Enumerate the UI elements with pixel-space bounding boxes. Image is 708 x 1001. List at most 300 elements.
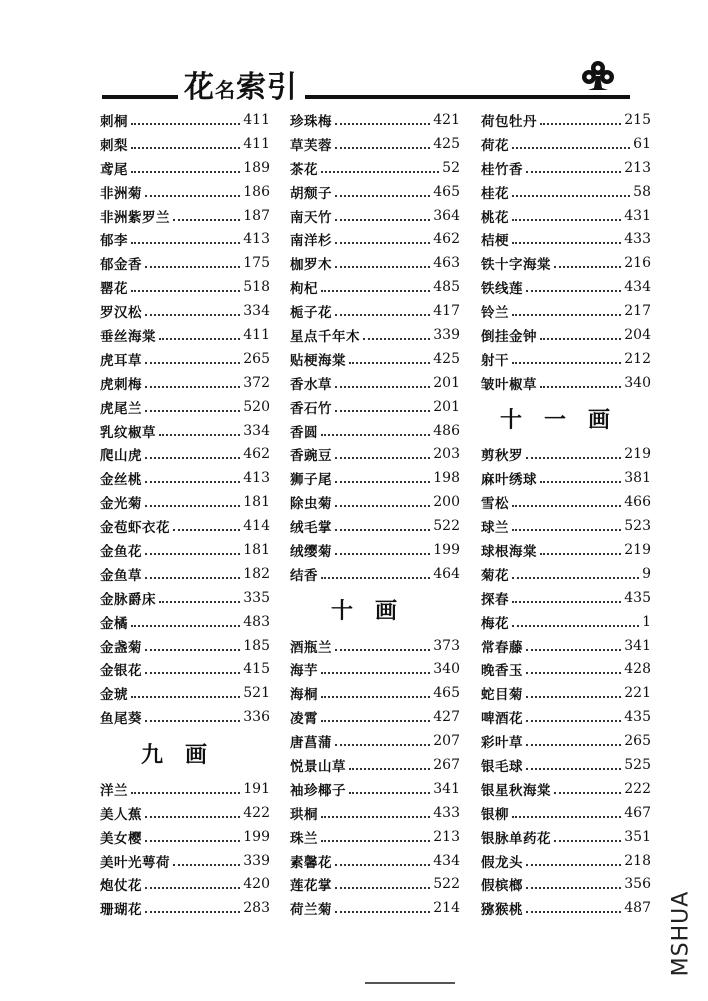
index-entry [290, 108, 460, 132]
entry-name: 珊瑚花 [100, 902, 142, 919]
entry-page: 518 [243, 279, 270, 296]
entry-name: 剪秋罗 [481, 448, 523, 465]
index-entry [100, 466, 270, 490]
entry-name: 皱叶椒草 [481, 376, 537, 393]
dot-leader [335, 887, 430, 889]
entry-name: 射干 [481, 352, 509, 369]
title-small: 名 [215, 78, 236, 102]
entry-page: 483 [243, 613, 270, 630]
entry-name: 银毛球 [481, 759, 523, 775]
entry-page: 222 [624, 780, 651, 797]
entry-page: 351 [624, 828, 651, 845]
entry-name: 桔梗 [481, 233, 509, 250]
index-entry [100, 419, 270, 443]
entry-page: 462 [433, 231, 460, 248]
entry-page: 373 [433, 637, 460, 654]
entry-page: 52 [442, 159, 460, 176]
entry-name: 虎刺梅 [100, 376, 142, 393]
index-entry [100, 896, 270, 920]
dot-leader [526, 864, 621, 866]
index-entry [481, 610, 651, 634]
entry-name: 铁线莲 [481, 281, 523, 298]
entry-name: 刺桐 [100, 113, 128, 130]
entry-page: 199 [243, 828, 270, 845]
dot-leader [145, 195, 240, 197]
dot-leader [145, 672, 240, 674]
entry-page: 434 [433, 852, 460, 869]
dot-leader [321, 434, 430, 436]
index-entry [481, 705, 651, 729]
entry-page: 185 [243, 637, 270, 654]
dot-leader [335, 529, 430, 531]
entry-page: 207 [433, 733, 460, 750]
dot-leader [349, 362, 430, 364]
index-entry [290, 753, 460, 777]
dot-leader [145, 505, 240, 507]
dot-leader [321, 696, 430, 698]
entry-name: 莲花掌 [290, 878, 332, 895]
entry-page: 187 [243, 207, 270, 224]
index-entry [481, 801, 651, 825]
index-entry [481, 323, 651, 347]
title-main: 花 [184, 70, 215, 105]
dot-leader [145, 816, 240, 818]
entry-page: 201 [433, 398, 460, 415]
dot-leader [335, 123, 430, 125]
dot-leader [145, 887, 240, 889]
dot-leader [526, 672, 621, 674]
entry-name: 唐菖蒲 [290, 735, 332, 752]
entry-name: 绒毛掌 [290, 520, 332, 537]
index-header [100, 58, 640, 104]
entry-page: 341 [433, 780, 460, 797]
index-entry [290, 562, 460, 586]
entry-page: 221 [624, 685, 651, 702]
entry-name: 金苞虾衣花 [100, 520, 170, 537]
entry-page: 265 [243, 350, 270, 367]
entry-name: 栀子花 [290, 305, 332, 322]
dot-leader [335, 744, 430, 746]
index-entry [481, 371, 651, 395]
entry-page: 417 [433, 303, 460, 320]
entry-page: 425 [433, 350, 460, 367]
entry-name: 草芙蓉 [290, 137, 332, 154]
dot-leader [321, 816, 430, 818]
index-entry [481, 108, 651, 132]
entry-name: 荷兰菊 [290, 902, 332, 919]
index-entry [100, 825, 270, 849]
entry-page: 523 [624, 518, 651, 535]
dot-leader [512, 816, 621, 818]
entry-page: 335 [243, 589, 270, 606]
dot-leader [512, 601, 621, 603]
index-entry [290, 777, 460, 801]
entry-page: 334 [243, 303, 270, 320]
entry-name: 金橘 [100, 615, 128, 632]
entry-name: 探春 [481, 591, 509, 608]
index-entry [100, 275, 270, 299]
dot-leader [335, 219, 430, 221]
entry-name: 麻叶绣球 [481, 472, 537, 489]
index-entry [100, 610, 270, 634]
entry-name: 球兰 [481, 520, 509, 537]
dot-leader [159, 338, 240, 340]
entry-name: 爬山虎 [100, 448, 142, 465]
index-entry [100, 156, 270, 180]
dot-leader [145, 410, 240, 412]
entry-name: 非洲紫罗兰 [100, 209, 170, 226]
index-entry [481, 490, 651, 514]
dot-leader [512, 529, 621, 531]
index-entry [481, 538, 651, 562]
entry-page: 413 [243, 470, 270, 487]
entry-name: 枸杞 [290, 281, 318, 298]
entry-name: 铃兰 [481, 305, 509, 322]
dot-leader [349, 768, 430, 770]
index-entry [290, 251, 460, 275]
entry-page: 283 [243, 900, 270, 917]
index-entry [290, 490, 460, 514]
index-entry [481, 466, 651, 490]
entry-page: 219 [624, 541, 651, 558]
dot-leader [321, 171, 439, 173]
dot-leader [540, 386, 621, 388]
dot-leader [512, 195, 630, 197]
index-entry [100, 538, 270, 562]
index-entry [481, 825, 651, 849]
entry-page: 485 [433, 279, 460, 296]
dot-leader [526, 911, 621, 913]
index-entry [100, 371, 270, 395]
entry-page: 434 [624, 279, 651, 296]
dot-leader [335, 410, 430, 412]
watermark: MSHUA [668, 890, 694, 977]
dot-leader [131, 792, 240, 794]
index-entry [100, 873, 270, 897]
dot-leader [321, 720, 430, 722]
entry-name: 罗汉松 [100, 305, 142, 322]
entry-name: 梅花 [481, 615, 509, 632]
entry-name: 郁金香 [100, 257, 142, 274]
entry-name: 荷花 [481, 137, 509, 154]
index-entry [481, 442, 651, 466]
index-entry [481, 347, 651, 371]
entry-page: 464 [433, 565, 460, 582]
entry-page: 522 [433, 518, 460, 535]
entry-page: 61 [633, 135, 651, 152]
dot-leader [540, 123, 621, 125]
dot-leader [526, 768, 621, 770]
entry-name: 美女樱 [100, 830, 142, 847]
index-entry [481, 227, 651, 251]
entry-name: 星点千年木 [290, 328, 360, 345]
entry-name: 假龙头 [481, 854, 523, 871]
entry-page: 204 [624, 326, 651, 343]
dot-leader [145, 577, 240, 579]
index-entry [100, 251, 270, 275]
entry-page: 265 [624, 733, 651, 750]
dot-leader [131, 171, 240, 173]
dot-leader [145, 481, 240, 483]
entry-name: 金鱼花 [100, 543, 142, 560]
dot-leader [335, 649, 430, 651]
entry-page: 422 [243, 804, 270, 821]
entry-name: 铁十字海棠 [481, 257, 551, 274]
index-entry [481, 849, 651, 873]
index-entry [290, 801, 460, 825]
dot-leader [145, 457, 240, 459]
entry-name: 金鱼草 [100, 567, 142, 584]
index-entry [481, 873, 651, 897]
dot-leader [145, 362, 240, 364]
dot-leader [512, 242, 621, 244]
entry-page: 522 [433, 876, 460, 893]
dot-leader [512, 625, 639, 627]
index-entry [100, 681, 270, 705]
dot-leader [335, 386, 430, 388]
dot-leader [526, 887, 621, 889]
entry-name: 金光菊 [100, 496, 142, 513]
section-heading: 十一画 [499, 407, 632, 434]
header-rule-left [102, 95, 178, 99]
dot-leader [363, 338, 430, 340]
index-column-3 [481, 108, 651, 920]
dot-leader [131, 147, 240, 149]
header-rule-right [305, 95, 630, 99]
entry-name: 胡颓子 [290, 185, 332, 202]
dot-leader [526, 744, 621, 746]
entry-name: 荷包牡丹 [481, 113, 537, 130]
dot-leader [131, 696, 240, 698]
entry-name: 珙桐 [290, 806, 318, 823]
index-entry [100, 299, 270, 323]
entry-name: 球根海棠 [481, 543, 537, 560]
entry-page: 339 [433, 326, 460, 343]
index-entry [290, 419, 460, 443]
entry-name: 蛇目菊 [481, 687, 523, 704]
footer-rule [365, 982, 455, 990]
entry-name: 除虫菊 [290, 496, 332, 513]
entry-name: 罂花 [100, 281, 128, 298]
dot-leader [145, 911, 240, 913]
dot-leader [159, 601, 240, 603]
entry-name: 晚香玉 [481, 663, 523, 680]
entry-page: 520 [243, 398, 270, 415]
entry-name: 炮仗花 [100, 878, 142, 895]
entry-name: 银脉单药花 [481, 830, 551, 847]
entry-name: 枷罗木 [290, 257, 332, 274]
index-entry [481, 132, 651, 156]
dot-leader [173, 219, 240, 221]
entry-page: 372 [243, 374, 270, 391]
index-entry [290, 275, 460, 299]
entry-name: 鱼尾葵 [100, 711, 142, 728]
entry-page: 433 [624, 231, 651, 248]
entry-page: 411 [243, 135, 270, 152]
entry-page: 413 [243, 231, 270, 248]
entry-page: 9 [642, 565, 651, 582]
dot-leader [512, 362, 621, 364]
entry-page: 340 [624, 374, 651, 391]
entry-name: 南天竹 [290, 209, 332, 226]
index-entry [100, 514, 270, 538]
index-entry [481, 275, 651, 299]
entry-page: 487 [624, 900, 651, 917]
entry-name: 素馨花 [290, 854, 332, 871]
entry-name: 桂花 [481, 185, 509, 202]
entry-page: 336 [243, 709, 270, 726]
entry-name: 香豌豆 [290, 448, 332, 465]
entry-name: 鸢尾 [100, 161, 128, 178]
index-entry [481, 681, 651, 705]
index-entry [100, 227, 270, 251]
dot-leader [526, 696, 621, 698]
index-column-2 [290, 108, 460, 920]
entry-page: 218 [624, 852, 651, 869]
entry-page: 181 [243, 494, 270, 511]
entry-page: 421 [433, 111, 460, 128]
dot-leader [321, 577, 430, 579]
entry-page: 199 [433, 541, 460, 558]
entry-name: 银星秋海棠 [481, 782, 551, 799]
index-entry [481, 562, 651, 586]
entry-name: 乳纹椒草 [100, 424, 156, 441]
dot-leader [335, 864, 430, 866]
index-entry [100, 705, 270, 729]
index-entry [290, 681, 460, 705]
dot-leader [335, 242, 430, 244]
entry-page: 486 [433, 422, 460, 439]
entry-page: 58 [633, 183, 651, 200]
index-entry [100, 801, 270, 825]
entry-name: 洋兰 [100, 782, 128, 799]
entry-page: 465 [433, 685, 460, 702]
entry-page: 340 [433, 661, 460, 678]
dot-leader [145, 386, 240, 388]
index-entry [100, 586, 270, 610]
dot-leader [554, 840, 621, 842]
entry-page: 212 [624, 350, 651, 367]
entry-page: 381 [624, 470, 651, 487]
entry-page: 219 [624, 446, 651, 463]
index-entry [100, 395, 270, 419]
entry-page: 364 [433, 207, 460, 224]
entry-name: 非洲菊 [100, 185, 142, 202]
entry-page: 213 [624, 159, 651, 176]
entry-page: 428 [624, 661, 651, 678]
entry-page: 267 [433, 757, 460, 773]
entry-name: 银柳 [481, 806, 509, 823]
index-entry [290, 849, 460, 873]
entry-name: 金脉爵床 [100, 591, 156, 608]
title-rest: 索引 [236, 70, 298, 105]
index-entry [100, 347, 270, 371]
dot-leader [321, 672, 430, 674]
index-entry [100, 132, 270, 156]
dot-leader [131, 625, 240, 627]
dot-leader [335, 195, 430, 197]
entry-page: 411 [243, 111, 270, 128]
index-entry [100, 849, 270, 873]
dot-leader [335, 911, 430, 913]
dot-leader [321, 840, 430, 842]
dot-leader [526, 290, 621, 292]
entry-name: 倒挂金钟 [481, 328, 537, 345]
index-entry [290, 729, 460, 753]
entry-name: 桃花 [481, 209, 509, 226]
dot-leader [540, 481, 621, 483]
index-entry [100, 108, 270, 132]
entry-name: 凌霄 [290, 711, 318, 728]
entry-page: 463 [433, 255, 460, 272]
dot-leader [145, 840, 240, 842]
dot-leader [335, 314, 430, 316]
index-entry [100, 323, 270, 347]
entry-page: 435 [624, 709, 651, 726]
entry-page: 214 [433, 900, 460, 917]
entry-page: 431 [624, 207, 651, 224]
entry-page: 339 [243, 852, 270, 869]
index-entry [290, 658, 460, 682]
entry-page: 203 [433, 446, 460, 463]
dot-leader [526, 171, 621, 173]
index-entry [100, 777, 270, 801]
entry-page: 1 [642, 613, 651, 630]
entry-page: 217 [624, 303, 651, 320]
dot-leader [335, 553, 430, 555]
entry-name: 美叶光萼荷 [100, 854, 170, 871]
index-entry [100, 490, 270, 514]
entry-page: 334 [243, 422, 270, 439]
dot-leader [145, 649, 240, 651]
entry-name: 雪松 [481, 496, 509, 513]
index-entry [100, 657, 270, 681]
entry-page: 186 [243, 183, 270, 200]
entry-name: 桂竹香 [481, 161, 523, 178]
entry-page: 425 [433, 135, 460, 152]
entry-page: 525 [624, 757, 651, 773]
entry-name: 袖珍椰子 [290, 782, 346, 799]
index-entry [290, 395, 460, 419]
dot-leader [145, 720, 240, 722]
entry-name: 彩叶草 [481, 735, 523, 752]
index-entry [100, 634, 270, 658]
dot-leader [349, 792, 430, 794]
index-entry [290, 442, 460, 466]
dot-leader [554, 266, 621, 268]
dot-leader [512, 505, 621, 507]
index-entry [481, 586, 651, 610]
dot-leader [526, 649, 621, 651]
entry-page: 415 [243, 661, 270, 678]
dot-leader [512, 577, 639, 579]
dot-leader [526, 457, 621, 459]
entry-name: 南洋杉 [290, 233, 332, 250]
dot-leader [540, 338, 621, 340]
entry-name: 虎尾兰 [100, 400, 142, 417]
index-entry [100, 562, 270, 586]
dot-leader [512, 147, 630, 149]
entry-name: 垂丝海棠 [100, 328, 156, 345]
dot-leader [335, 481, 430, 483]
index-entry [100, 180, 270, 204]
index-entry [290, 204, 460, 228]
dot-leader [335, 147, 430, 149]
page-title [184, 62, 298, 106]
dot-leader [335, 505, 430, 507]
club-icon [578, 60, 618, 94]
index-entry [290, 323, 460, 347]
